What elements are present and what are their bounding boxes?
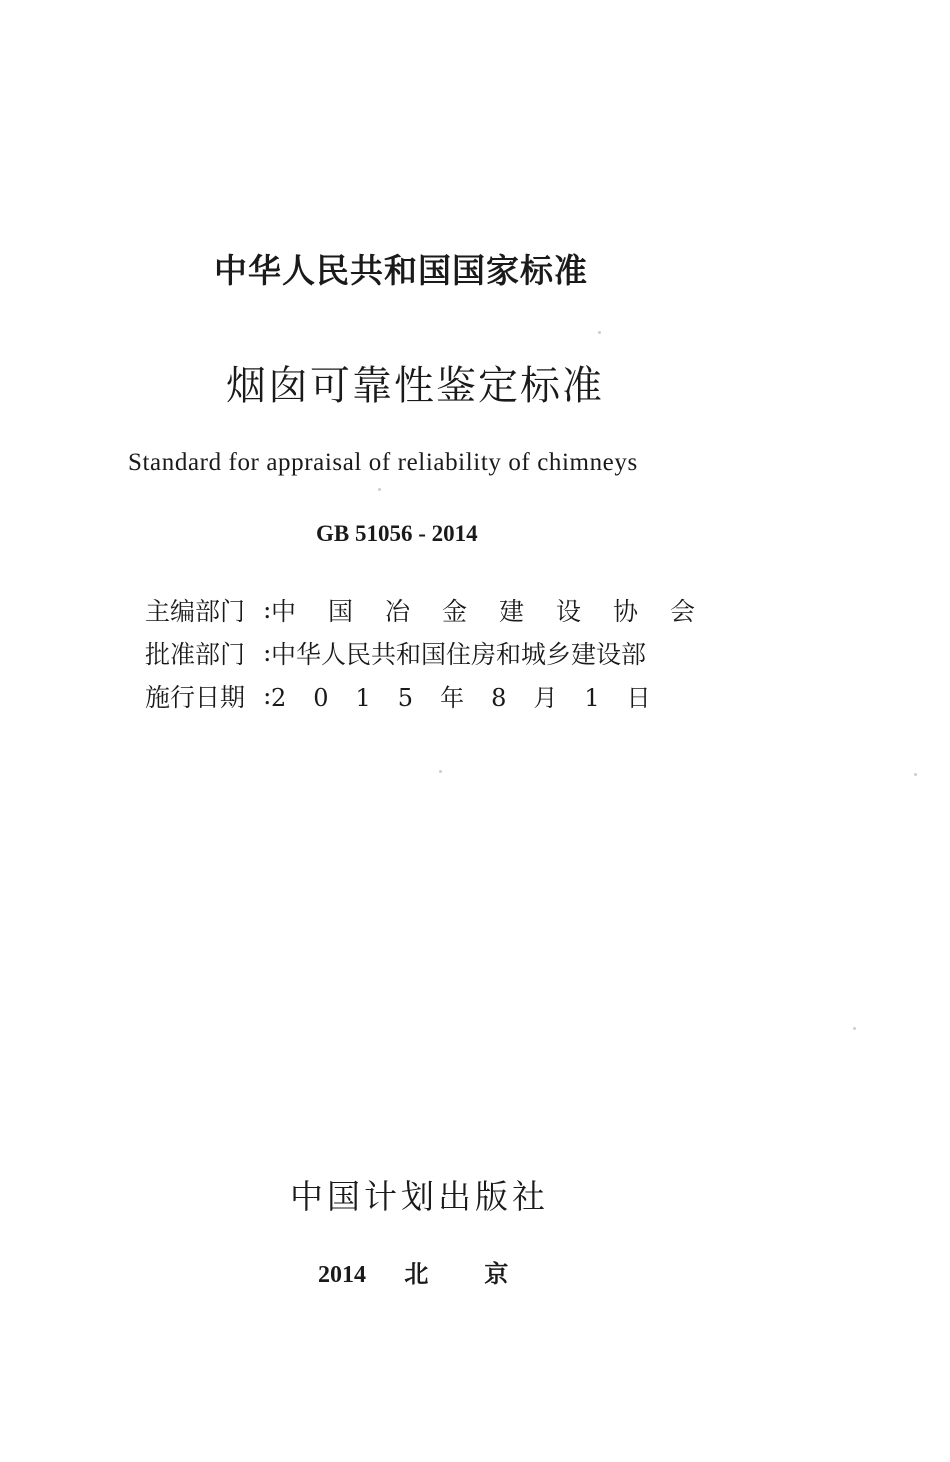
approver-row bbox=[145, 631, 727, 674]
standard-title-english: Standard for appraisal of reliability of chimneys bbox=[128, 449, 638, 476]
editor-row bbox=[145, 588, 727, 631]
colon: : bbox=[263, 595, 272, 624]
editor-value: 中国冶金建设协会 bbox=[271, 596, 728, 626]
editor-label: 主编部门 bbox=[145, 596, 246, 626]
effective-date-row bbox=[145, 674, 727, 717]
standard-number: GB 51056 - 2014 bbox=[316, 521, 478, 546]
scan-speck bbox=[914, 773, 917, 776]
info-block bbox=[145, 588, 727, 717]
publication-line bbox=[318, 1258, 564, 1291]
scan-speck bbox=[853, 1027, 856, 1030]
scan-speck bbox=[439, 770, 442, 773]
colon: : bbox=[263, 638, 272, 667]
scan-speck bbox=[378, 488, 381, 491]
colon: : bbox=[263, 681, 272, 710]
approver-value: 中华人民共和国住房和城乡建设部 bbox=[271, 639, 647, 669]
effective-date-value: 2015年8月1日 bbox=[271, 684, 678, 712]
publication-city: 北京 bbox=[404, 1259, 565, 1288]
effective-date-label: 施行日期 bbox=[145, 682, 246, 712]
publisher-name: 中国计划出版社 bbox=[290, 1177, 549, 1216]
national-standard-heading: 中华人民共和国国家标准 bbox=[214, 251, 588, 290]
publication-year: 2014 bbox=[318, 1262, 366, 1288]
standard-title-chinese: 烟囱可靠性鉴定标准 bbox=[226, 363, 604, 409]
approver-label: 批准部门 bbox=[145, 639, 246, 669]
scan-speck bbox=[598, 331, 601, 334]
